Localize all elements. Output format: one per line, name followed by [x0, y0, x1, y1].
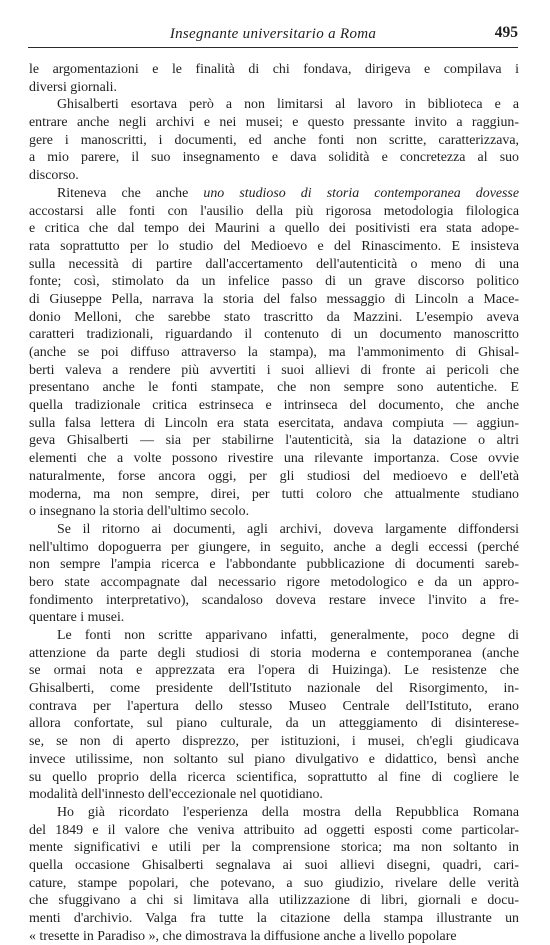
text-line: a mio parere, il suo insegnamento e dava solidità e concretezza al suo — [29, 150, 519, 166]
text-line: Ghisalberti, come presidente dell'Istituto nazionale del Risorgimento, in- — [29, 681, 519, 697]
page-header — [28, 24, 518, 46]
text-line: gere i manoscritti, i documenti, ed anche fonti non scritte, caratterizzava, — [29, 132, 519, 148]
text-line: le argomentazioni e le finalità di chi fondava, dirigeva e compilava i — [29, 62, 519, 77]
paragraph — [29, 185, 519, 521]
text-line: se, se non di aperto disprezzo, per istituzioni, i musei, ch'egli giudicava — [29, 734, 519, 750]
text-line: attenzione da parte degli studiosi di storia moderna e contemporanea (anche — [29, 645, 519, 661]
text-line: nell'ultimo dopoguerra per giungere, in seguito, anche a degli eccessi (perché — [29, 539, 519, 555]
paragraph — [29, 804, 519, 945]
text-line: bero state accompagnate dal necessario rigore metodologico e da un appro- — [29, 574, 519, 590]
text-line: caratteri tradizionali, riguardando il contenuto di un documento manoscritto — [29, 327, 519, 343]
text-line: su quello proprio della ricerca scientifica, soprattutto al fine di cogliere le — [29, 769, 519, 785]
text-line: rata soprattutto per lo studio del Medioevo e del Rinascimento. E insisteva — [29, 238, 519, 254]
paragraph — [29, 61, 519, 96]
body-text — [29, 61, 519, 945]
text-line: quentare i musei. — [29, 610, 125, 626]
text-line: invece utilissime, non soltanto sul piano divulgativo e didattico, bensì anche — [29, 751, 519, 767]
text-line: presentano anche le fonti stampate, che non sempre sono autentiche. E — [29, 380, 519, 396]
text-line: Se il ritorno ai documenti, agli archivi, doveva largamente diffondersi — [57, 521, 519, 537]
running-head: Insegnante universitario a Roma — [169, 26, 377, 42]
text-line: modalità dell'innesto dell'eccezionale nel quotidiano. — [29, 787, 323, 803]
paragraph — [29, 96, 519, 184]
text-line: menti d'archivio. Valga fra tutte la citazione della stampa illustrante un — [29, 911, 519, 926]
text-line: se ormai nota e apprezzata era l'opera di Huizinga). Le resistenze che — [29, 663, 519, 679]
text-line: allora confortate, sul piano culturale, da un atteggiamento di disinterese- — [29, 716, 519, 732]
text-line: Ho già ricordato l'esperienza della mostra della Repubblica Romana — [57, 804, 519, 820]
text-line: moderna, ma non sempre, direi, per tutti coloro che attualmente studiano — [29, 486, 519, 502]
text-line: o insegnano la storia dell'ultimo secolo. — [29, 504, 250, 520]
text-line: cature, stampe popolari, che potevano, a suo giudizio, rivelare delle verità — [29, 875, 519, 891]
text-line: non sempre l'ampia ricerca e l'abbondante pubblicazione di documenti sareb- — [29, 557, 519, 573]
text-line: fonte; così, stimolato da un infelice passo di un grave discorso politico — [29, 274, 519, 290]
text-line: fondimento interpretativo), scandaloso doveva restare invece l'invito a fre- — [29, 592, 519, 608]
text-line: elementi che a volte possono rivestire una rilevante importanza. Cose ovvie — [29, 451, 519, 467]
text-line: contrava per l'apertura dello stesso Museo Centrale dell'Istituto, erano — [29, 698, 519, 714]
text-line: donio Melloni, che sarebbe stato trascritto da Mazzini. L'esempio aveva — [29, 309, 519, 325]
text-line: mente significativi e utili per la comprensione storica; ma non soltanto in — [29, 840, 519, 856]
text-line: di Giuseppe Pella, narrava la storia del falso messaggio di Lincoln a Mace- — [29, 291, 519, 307]
text-line: discorso. — [29, 168, 79, 184]
text-line: berti valeva a rendere più avvertiti i suoi allievi di fronte ai pericoli che — [29, 362, 519, 378]
text-line: diversi giornali. — [29, 79, 117, 95]
text-line: che sfuggivano a chi si limitava alla utilizzazione di libri, giornali e docu- — [29, 893, 519, 909]
text-line: sulla falsa lettera di Lincoln era stata esercitata, andava compiuta — aggiun- — [29, 415, 519, 431]
text-line: quella tradizionale critica estrinseca e intrinseca del documento, che anche — [29, 398, 519, 414]
text-line: Riteneva che anche uno studioso di storia contemporanea dovesse — [57, 185, 519, 201]
text-line: accostarsi alle fonti con l'ausilio della più rigorosa metodologia filologica — [29, 203, 519, 219]
text-line: (anche se poi diffuso attraverso la stampa), ma l'ammonimento di Ghisal- — [29, 345, 519, 360]
text-line: del 1849 e il valore che veniva attribuito ad oggetti esposti come particolar- — [29, 822, 519, 838]
text-line: e critica che dal tempo dei Maurini a quello dei positivisti era stata adope- — [29, 221, 519, 237]
text-line: sulla necessità di partire dall'accertamento dell'autenticità o meno di una — [29, 256, 519, 272]
paragraph — [29, 627, 519, 804]
text-line: Le fonti non scritte apparivano infatti, generalmente, poco degne di — [57, 628, 519, 643]
header-rule — [28, 47, 518, 48]
page-number: 495 — [494, 24, 518, 41]
text-line: quella occasione Ghisalberti segnalava ai suoi allievi disegni, quadri, cari- — [29, 857, 519, 873]
text-line: geva Ghisalberti — sia per stabilirne l'autenticità, sia la datazione o altri — [29, 433, 519, 449]
paragraph — [29, 521, 519, 627]
text-line: entrare anche negli archivi e nei musei; e questo pressante invito a raggiun- — [29, 115, 519, 131]
text-line: naturalmente, forse ancora oggi, per gli studiosi del medioevo e dell'età — [29, 468, 519, 484]
text-line: « tresette in Paradiso », che dimostrava la diffusione anche a livello popolare — [29, 928, 457, 944]
text-line: Ghisalberti esortava però a non limitarsi al lavoro in biblioteca e a — [57, 97, 519, 113]
